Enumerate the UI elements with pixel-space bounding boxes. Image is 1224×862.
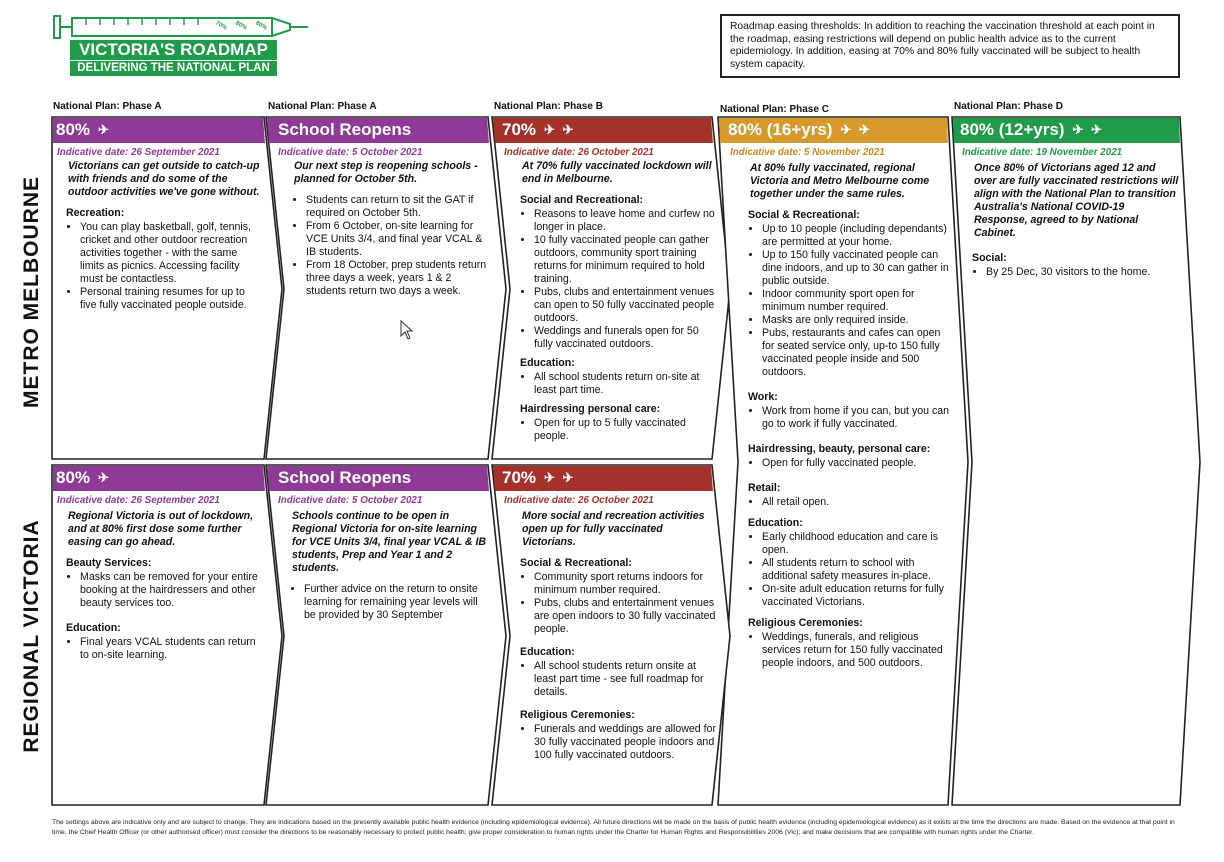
metro-panel-70 [492, 117, 732, 461]
indicative-date: Indicative date: 5 October 2021 [278, 495, 423, 506]
indicative-date: Indicative date: 26 September 2021 [57, 147, 220, 158]
section-heading: Education: [520, 357, 575, 369]
list-item: • All retail open. [762, 496, 950, 509]
list-item: • You can play basketball, golf, tennis, cricket and other outdoor recreation activities together - with the same limits as picnics. Accessing facility must be contactless. [80, 221, 263, 286]
list-item: • Students can return to sit the GAT if required on October 5th. [306, 194, 492, 220]
list-item: • Further advice on the return to onsite learning for remaining year levels will be provided by 30 September [304, 583, 492, 622]
section-heading: Social & Recreational: [748, 209, 860, 221]
panel-intro: At 80% fully vaccinated, regional Victoria and Metro Melbourne come together under the same rules. [750, 162, 930, 200]
list-item: • Pubs, restaurants and cafes can open for seated service only, up-to 150 fully vaccinated people inside and 500 outdoors. [762, 327, 950, 379]
phase-label-a2: National Plan: Phase A [268, 101, 377, 112]
panel-80-12plus [952, 117, 1204, 807]
panel-title: 80% (12+yrs) ✈ ✈ [960, 120, 1104, 139]
disclaimer-footer: The settings above are indicative only and are subject to change. They are indications based on the presently available public health evidence (including epidemiological evidence). All future directions will be made on the basis of public health evidence (including epidemiological evidence) as it exists at the time the directions are made. Based on the evidence at that point in time, the Chief Health Officer (or other authorised officer) must consider the directions to be reasonably necessary to protect public health; give proper consideration to human rights under the Charter for Human Rights and Responsibilities 2006 (Vic); and make decisions that are compatible with human rights under the Charter. [52, 819, 1175, 836]
row-label-metro: METRO MELBOURNE [20, 176, 43, 408]
section-heading: Religious Ceremonies: [748, 617, 863, 629]
list-item: • On-site adult education returns for fully vaccinated Victorians. [762, 583, 950, 609]
syringe-icon: ✈ ✈ [544, 122, 576, 137]
syringe-mark-80b: 80% [254, 20, 268, 32]
mouse-cursor-icon [400, 320, 414, 340]
list-item: • All students return to school with additional safety measures in-place. [762, 557, 950, 583]
list-item: • From 6 October, on-site learning for VCE Units 3/4, and final year VCAL & IB students. [306, 220, 492, 259]
row-label-regional: REGIONAL VICTORIA [20, 519, 43, 753]
syringe-icon: ✈ ✈ [840, 122, 872, 137]
section-heading: Social & Recreational: [520, 557, 632, 569]
list-item: • Weddings, funerals, and religious services return for 150 fully vaccinated people indoors, and 500 outdoors. [762, 631, 950, 670]
list-item: • By 25 Dec, 30 visitors to the home. [986, 266, 1179, 279]
panel-title: 80% ✈ [56, 120, 111, 139]
panel-title: School Reopens [278, 120, 412, 139]
panel-intro: More social and recreation activities open up for fully vaccinated Victorians. [522, 510, 705, 548]
indicative-date: Indicative date: 26 September 2021 [57, 495, 220, 506]
list-item: • All school students return onsite at least part time - see full roadmap for details. [534, 660, 718, 699]
syringe-icon: ✈ [98, 470, 111, 485]
section-heading: Hairdressing, beauty, personal care: [748, 443, 931, 455]
metro-panel-school-reopens [266, 117, 510, 461]
section-heading: Religious Ceremonies: [520, 709, 635, 721]
panel-intro: At 70% fully vaccinated lockdown will end in Melbourne. [522, 160, 712, 185]
list-item: • Masks can be removed for your entire booking at the hairdressers and other beauty services too. [80, 571, 266, 610]
list-item: • Up to 10 people (including dependants) are permitted at your home. [762, 223, 950, 249]
regional-panel-70 [492, 465, 732, 807]
syringe-mark-80a: 80% [234, 20, 248, 32]
phase-label-a1: National Plan: Phase A [53, 101, 162, 112]
section-heading: Education: [520, 646, 575, 658]
syringe-icon: ✈ ✈ [544, 470, 576, 485]
panel-intro: Regional Victoria is out of lockdown, and at 80% first dose some further easing can go ahead. [68, 510, 254, 548]
panel-title: 80% (16+yrs) ✈ ✈ [728, 120, 872, 139]
section-heading: Education: [66, 622, 121, 634]
list-item: • From 18 October, prep students return three days a week, years 1 & 2 students return two days a week. [306, 259, 492, 298]
syringe-icon: ✈ [98, 122, 111, 137]
list-item: • Community sport returns indoors for minimum number required. [534, 571, 718, 597]
panel-title: 80% ✈ [56, 468, 111, 487]
section-heading: Social and Recreational: [520, 194, 644, 206]
section-heading: Recreation: [66, 207, 125, 219]
panel-title: 70% ✈ ✈ [502, 468, 576, 487]
indicative-date: Indicative date: 26 October 2021 [504, 495, 654, 506]
list-item: • Pubs, clubs and entertainment venues can open to 50 fully vaccinated people outdoors. [534, 286, 718, 325]
list-item: • Work from home if you can, but you can go to work if fully vaccinated. [762, 405, 950, 431]
section-heading: Beauty Services: [66, 557, 152, 569]
metro-panel-80 [52, 117, 285, 461]
regional-panel-school-reopens [266, 465, 510, 807]
logo-subtitle: DELIVERING THE NATIONAL PLAN [70, 61, 277, 76]
section-heading: Hairdressing personal care: [520, 403, 661, 415]
list-item: • 10 fully vaccinated people can gather outdoors, community sport training returns for minimum required to hold training. [534, 234, 718, 286]
list-item: • Masks are only required inside. [762, 314, 950, 327]
syringe-mark-70: 70% [214, 20, 228, 32]
list-item: • Personal training resumes for up to five fully vaccinated people outside. [80, 286, 263, 312]
panel-intro: Schools continue to be open in Regional Victoria for on-site learning for VCE Units 3/4, final year VCAL & IB students, Prep and Year 1 and 2 students. [292, 510, 487, 574]
regional-panel-80 [52, 465, 285, 807]
section-heading: Education: [748, 517, 803, 529]
panel-intro: Our next step is reopening schools - planned for October 5th. [294, 160, 478, 185]
list-item: • Indoor community sport open for minimum number required. [762, 288, 950, 314]
easing-thresholds-note: Roadmap easing thresholds: In addition to reaching the vaccination threshold at each point in the roadmap, easing restrictions will depend on public health advice as to the current epidemiology. In addition, easing at 70% and 80% fully vaccinated will be subject to health system capacity. [720, 14, 1180, 78]
list-item: • Final years VCAL students can return to on-site learning. [80, 636, 266, 662]
list-item: • Up to 150 fully vaccinated people can dine indoors, and up to 30 can gather in public outside. [762, 249, 950, 288]
list-item: • Pubs, clubs and entertainment venues are open indoors to 30 fully vaccinated people. [534, 597, 718, 636]
list-item: • All school students return on-site at least part time. [534, 371, 718, 397]
section-heading: Retail: [748, 482, 781, 494]
panel-intro: Victorians can get outside to catch-up with friends and do some of the outdoor activities we've gone without. [68, 160, 260, 198]
phase-label-c: National Plan: Phase C [720, 104, 829, 115]
section-heading: Work: [748, 391, 778, 403]
panel-title: School Reopens [278, 468, 412, 487]
list-item: • Funerals and weddings are allowed for 30 fully vaccinated people indoors and 100 fully vaccinated outdoors. [534, 723, 718, 762]
panel-title: 70% ✈ ✈ [502, 120, 576, 139]
indicative-date: Indicative date: 26 October 2021 [504, 147, 654, 158]
indicative-date: Indicative date: 5 November 2021 [730, 147, 885, 158]
panel-intro: Once 80% of Victorians aged 12 and over are fully vaccinated restrictions will align with the National Plan to transition Australia's National COVID-19 Response, agreed to by National Cabinet. [974, 162, 1179, 239]
section-heading: Social: [972, 252, 1007, 264]
phase-label-d: National Plan: Phase D [954, 101, 1063, 112]
list-item: • Reasons to leave home and curfew no longer in place. [534, 208, 718, 234]
list-item: • Weddings and funerals open for 50 fully vaccinated outdoors. [534, 325, 718, 351]
list-item: • Open for fully vaccinated people. [762, 457, 950, 470]
panel-80-16plus [718, 117, 972, 807]
phase-label-b: National Plan: Phase B [494, 101, 603, 112]
list-item: • Open for up to 5 fully vaccinated people. [534, 417, 718, 443]
logo-title: VICTORIA'S ROADMAP [70, 40, 277, 60]
syringe-icon: ✈ ✈ [1072, 122, 1104, 137]
indicative-date: Indicative date: 5 October 2021 [278, 147, 423, 158]
indicative-date: Indicative date: 19 November 2021 [962, 147, 1123, 158]
list-item: • Early childhood education and care is open. [762, 531, 950, 557]
